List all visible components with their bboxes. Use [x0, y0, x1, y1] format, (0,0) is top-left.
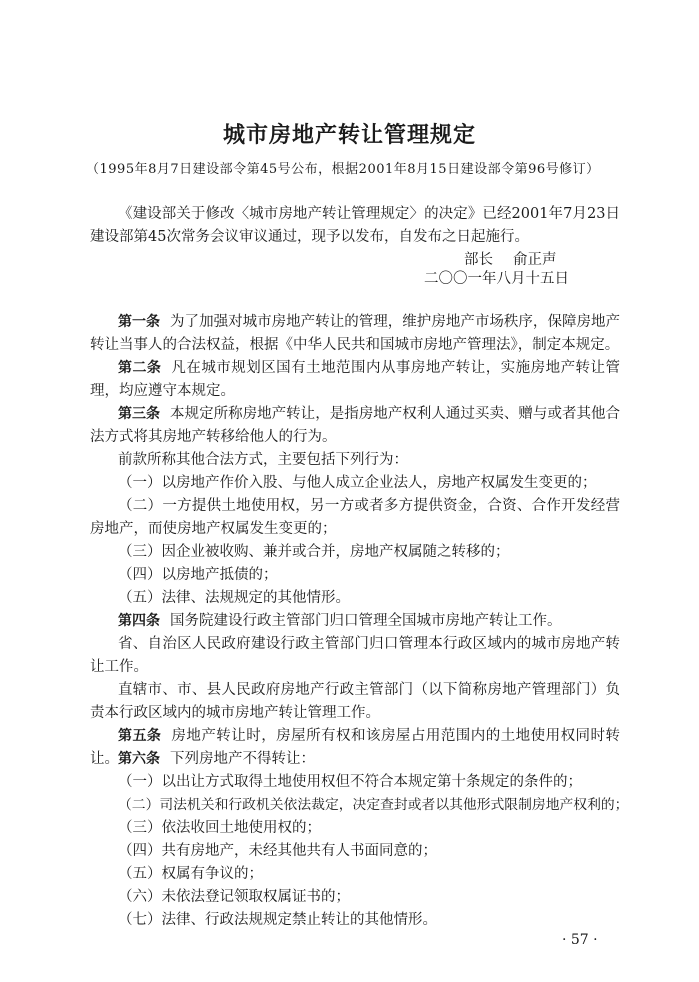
article-3-item-3: （三）因企业被收购、兼并或合并，房地产权属随之转移的； — [118, 544, 510, 560]
article-6-item-5: （五）权属有争议的； — [118, 866, 263, 882]
article-4 — [90, 610, 620, 633]
article-1-label: 第一条 — [118, 314, 161, 330]
preamble: 《建设部关于修改〈城市房地产转让管理规定〉的决定》已经2001年7月23日建设部第45次常务会议审议通过，现予以发布，自发布之日起施行。 — [90, 206, 620, 245]
article-4-para-3: 直辖市、市、县人民政府房地产行政主管部门（以下简称房地产管理部门）负责本行政区域内的城市房地产转让管理工作。 — [90, 682, 620, 721]
article-3-item-1: （一）以房地产作价入股、与他人成立企业法人，房地产权属发生变更的； — [118, 475, 597, 491]
document-subtitle: （1995年8月7日建设部令第45号公布，根据2001年8月15日建设部令第96号修订） — [86, 162, 600, 177]
signature — [464, 248, 557, 269]
article-6-item-7: （七）法律、行政法规规定禁止转让的其他情形。 — [118, 912, 437, 928]
article-2-label: 第二条 — [118, 360, 162, 376]
article-2-text: 凡在城市规划区国有土地范围内从事房地产转让，实施房地产转让管理，均应遵守本规定。 — [90, 360, 620, 399]
article-1 — [90, 311, 620, 357]
article-4-label: 第四条 — [118, 613, 160, 629]
article-6-text: 下列房地产不得转让： — [170, 751, 315, 767]
article-6-label: 第六条 — [118, 751, 160, 767]
document-title: 城市房地产转让管理规定 — [222, 123, 476, 148]
article-4-para-2: 省、自治区人民政府建设行政主管部门归口管理本行政区域内的城市房地产转让工作。 — [90, 636, 620, 675]
article-3-item-4: （四）以房地产抵债的； — [118, 567, 278, 583]
article-6-item-2: （二）司法机关和行政机关依法裁定，决定查封或者以其他形式限制房地产权利的； — [118, 797, 629, 813]
article-6-item-6: （六）未依法登记领取权属证书的； — [118, 889, 350, 905]
signature-name: 俞正声 — [513, 252, 557, 268]
article-3-item-2: （二）一方提供土地使用权，另一方或者多方提供资金，合资、合作开发经营房地产，而使房地产权属发生变更的； — [90, 498, 620, 537]
article-6 — [90, 748, 620, 771]
signature-title: 部长 — [464, 252, 493, 268]
article-5-label: 第五条 — [118, 728, 162, 744]
article-2 — [90, 357, 620, 403]
page-number: · 57 · — [562, 932, 598, 948]
article-4-text: 国务院建设行政主管部门归口管理全国城市房地产转让工作。 — [170, 613, 562, 629]
article-3-text: 本规定所称房地产转让，是指房地产权利人通过买卖、赠与或者其他合法方式将其房地产转移给他人的行为。 — [90, 406, 620, 445]
article-3-item-5: （五）法律、法规规定的其他情形。 — [118, 590, 350, 606]
signature-date: 二〇〇一年八月十五日 — [424, 271, 569, 287]
article-3-label: 第三条 — [118, 406, 161, 422]
article-6-item-4: （四）共有房地产，未经其他共有人书面同意的； — [118, 843, 437, 859]
article-3 — [90, 403, 620, 449]
article-5-text: 房地产转让时，房屋所有权和该房屋占用范围内的土地使用权同时转让。 — [90, 728, 620, 767]
article-3-para-2: 前款所称其他合法方式，主要包括下列行为： — [118, 452, 408, 468]
article-6-item-3: （三）依法收回土地使用权的； — [118, 820, 321, 836]
article-1-text: 为了加强对城市房地产转让的管理，维护房地产市场秩序，保障房地产转让当事人的合法权益，根据《中华人民共和国城市房地产管理法》，制定本规定。 — [90, 314, 620, 353]
article-6-item-1: （一）以出让方式取得土地使用权但不符合本规定第十条规定的条件的； — [118, 774, 582, 790]
